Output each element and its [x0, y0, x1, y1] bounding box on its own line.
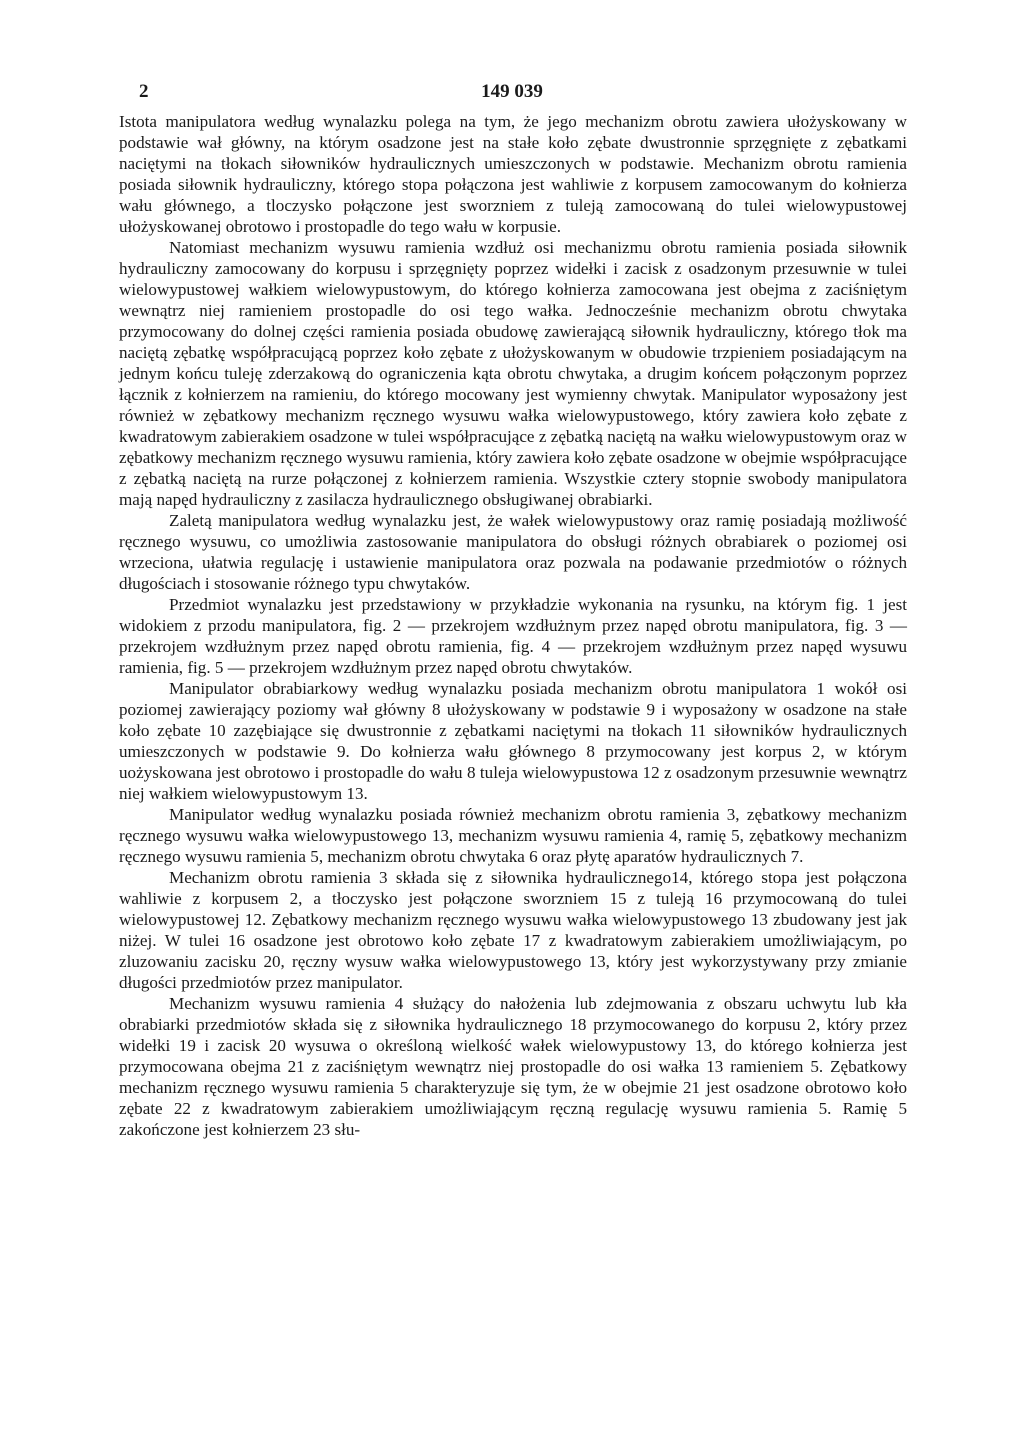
paragraph: Istota manipulatora według wynalazku polega na tym, że jego mechanizm obrotu zawiera ułożyskowany w podstawie wał główny, na którym osadzone jest na stałe koło zębate dwustronnie sprzęgnięte z zębatkami naciętymi na tłokach siłowników hydraulicznych umieszczonych w podstawie. Mechanizm obrotu ramienia posiada siłownik hydrauliczny, którego stopa połączona jest wahliwie z korpusem zamocowanym do kołnierza wału głównego, a tloczysko połączone jest sworzniem z tuleją zamocowaną do tulei wielowypustowej ułożyskowanej obrotowo i prostopadle do tego wału w korpusie. — [119, 112, 907, 236]
paragraph: Zaletą manipulatora według wynalazku jest, że wałek wielowypustowy oraz ramię posiadają możliwość ręcznego wysuwu, co umożliwia zastosowanie manipulatora do obsługi różnych obrabiarek o poziomej osi wrzeciona, ułatwia regulację i ustawienie manipulatora oraz pozwala na podawanie przedmiotów o różnych długościach i stosowanie różnego typu chwytaków. — [119, 511, 907, 593]
paragraph: Mechanizm obrotu ramienia 3 składa się z siłownika hydraulicznego14, którego stopa jest połączona wahliwie z korpusem 2, a tłoczysko jest połączone sworzniem 15 z tuleją 16 przymocowaną do tulei wielowypustowej 12. Zębatkowy mechanizm ręcznego wysuwu wałka wielowypustowego 13 zbudowany jest jak niżej. W tulei 16 osadzone jest obrotowo koło zębate 17 z kwadratowym zabierakiem umożliwiającym, po zluzowaniu zacisku 20, ręczny wysuw wałka wielowypustowego 13, który jest wykorzystywany przy zmianie długości przedmiotów przez manipulator. — [119, 868, 907, 992]
body-text — [119, 111, 907, 1140]
paragraph: Manipulator obrabiarkowy według wynalazku posiada mechanizm obrotu manipulatora 1 wokół osi poziomej zawierający poziomy wał główny 8 ułożyskowany w podstawie 9 i wyposażony w osadzone na stałe koło zębate 10 zazębiające się dwustronnie z zębatkami naciętymi na tłokach 11 siłowników hydraulicznych umieszczonych w podstawie 9. Do kołnierza wału głównego 8 przymocowany jest korpus 2, w którym uożyskowana jest obrotowo i prostopadle do wału 8 tuleja wielowypustowa 12 z osadzonym przesuwnie wewnątrz niej wałkiem wielowypustowym 13. — [119, 679, 907, 803]
paragraph: Mechanizm wysuwu ramienia 4 służący do nałożenia lub zdejmowania z obszaru uchwytu lub kła obrabiarki przedmiotów składa się z siłownika hydraulicznego 18 przymocowanego do korpusu 2, który przez widełki 19 i zacisk 20 wysuwa o określoną wielkość wałek wielowypustowy 13, do którego kołnierza jest przymocowana obejma 21 z zaciśniętym wewnątrz niej prostopadle do osi wałka 13 ramieniem 5. Zębatkowy mechanizm ręcznego wysuwu ramienia 5 charakteryzuje się tym, że w obejmie 21 jest osadzone obrotowo koło zębate 22 z kwadratowym zabierakiem umożliwiającym ręczną regulację wysuwu ramienia 5. Ramię 5 zakończone jest kołnierzem 23 słu- — [119, 994, 907, 1139]
paragraph: Natomiast mechanizm wysuwu ramienia wzdłuż osi mechanizmu obrotu ramienia posiada siłownik hydrauliczny zamocowany do korpusu i sprzęgnięty poprzez widełki i zacisk z osadzonym przesuwnie w tulei wielowypustowej wałkiem wielowypustowym, do którego kołnierza zamocowana jest obejma z zaciśniętym wewnątrz niej ramieniem prostopadle do osi tego wałka. Jednocześnie mechanizm obrotu chwytaka przymocowany do dolnej części ramienia posiada obudowę zawierającą siłownik hydrauliczny, którego tłok ma naciętą zębatkę współpracującą poprzez koło zębate z ułożyskowanym w obudowie trzpieniem posiadającym na jednym końcu tuleję zderzakową do ograniczenia kąta obrotu chwytaka, a drugim końcem połączonym poprzez łącznik z kołnierzem na ramieniu, do którego mocowany jest wymienny chwytak. Manipulator wyposażony jest również w zębatkowy mechanizm ręcznego wysuwu wałka wielowypustowego, który zawiera koło zębate z kwadratowym zabierakiem osadzone w tulei współpracujące z zębatką naciętą na wałku wielowypustowym oraz w zębatkowy mechanizm ręcznego wysuwu ramienia, który zawiera koło zębate osadzone w obejmie współpracujące z zębatką naciętą na rurze połączonej z kołnierzem ramienia. Wszystkie cztery stopnie swobody manipulatora mają napęd hydrauliczny z zasilacza hydraulicznego obsługiwanej obrabiarki. — [119, 238, 907, 509]
paragraph: Przedmiot wynalazku jest przedstawiony w przykładzie wykonania na rysunku, na którym fig. 1 jest widokiem z przodu manipulatora, fig. 2 — przekrojem wzdłużnym przez napęd obrotu manipulatora, fig. 3 — przekrojem wzdłużnym przez napęd obrotu ramienia, fig. 4 — przekrojem wzdłużnym przez napęd wysuwu ramienia, fig. 5 — przekrojem wzdłużnym przez napęd obrotu chwytaków. — [119, 595, 907, 677]
paragraph: Manipulator według wynalazku posiada również mechanizm obrotu ramienia 3, zębatkowy mechanizm ręcznego wysuwu wałka wielowypustowego 13, mechanizm wysuwu ramienia 4, ramię 5, zębatkowy mechanizm ręcznego wysuwu ramienia 5, mechanizm obrotu chwytaka 6 oraz płytę aparatów hydraulicznych 7. — [119, 805, 907, 866]
page-number: 2 — [139, 81, 149, 102]
patent-number: 149 039 — [481, 81, 543, 102]
